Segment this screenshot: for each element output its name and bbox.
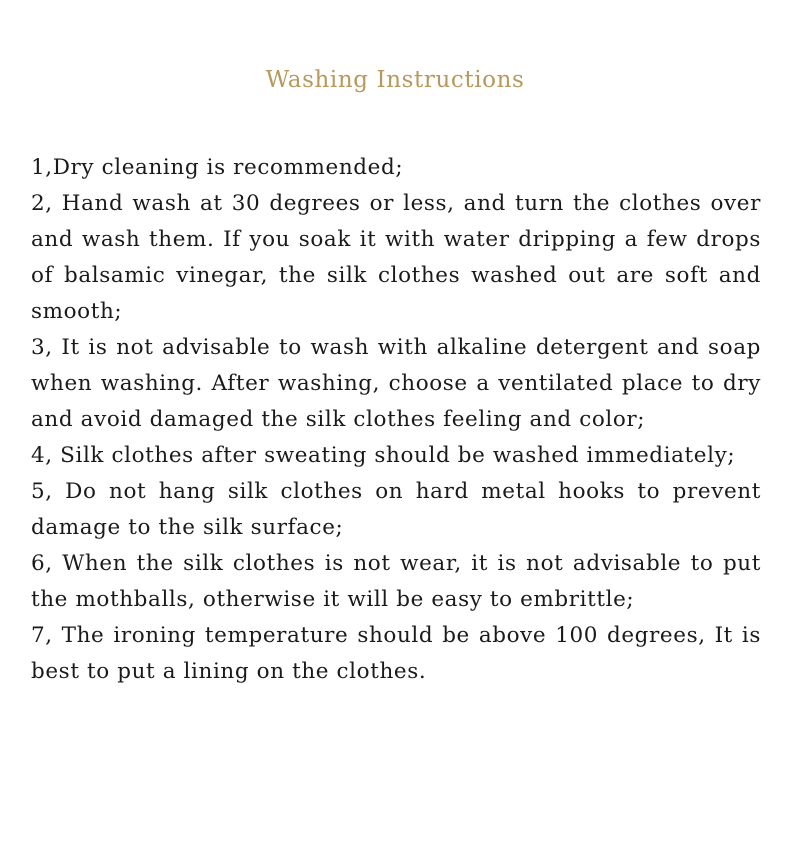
instruction-item-4: 4, Silk clothes after sweating should be washed immediately; [31,443,736,468]
instruction-item-6: 6, When the silk clothes is not wear, it is not advisable to put the mothballs, otherwise it will be easy to embrittle; [31,551,761,612]
instruction-item-2: 2, Hand wash at 30 degrees or less, and turn the clothes over and wash them. If you soak it with water dripping a few drops of balsamic vinegar, the silk clothes washed out are soft and smooth; [31,191,761,324]
instructions-list [31,150,761,690]
instruction-item-7: 7, The ironing temperature should be above 100 degrees, It is best to put a lining on the clothes. [31,623,761,684]
page-title: Washing Instructions [265,67,525,93]
instruction-item-1: 1,Dry cleaning is recommended; [31,155,404,180]
instruction-item-3: 3, It is not advisable to wash with alkaline detergent and soap when washing. After washing, choose a ventilated place to dry and avoid damaged the silk clothes feeling and color; [31,335,761,432]
instruction-item-5: 5, Do not hang silk clothes on hard metal hooks to prevent damage to the silk surface; [31,479,761,540]
